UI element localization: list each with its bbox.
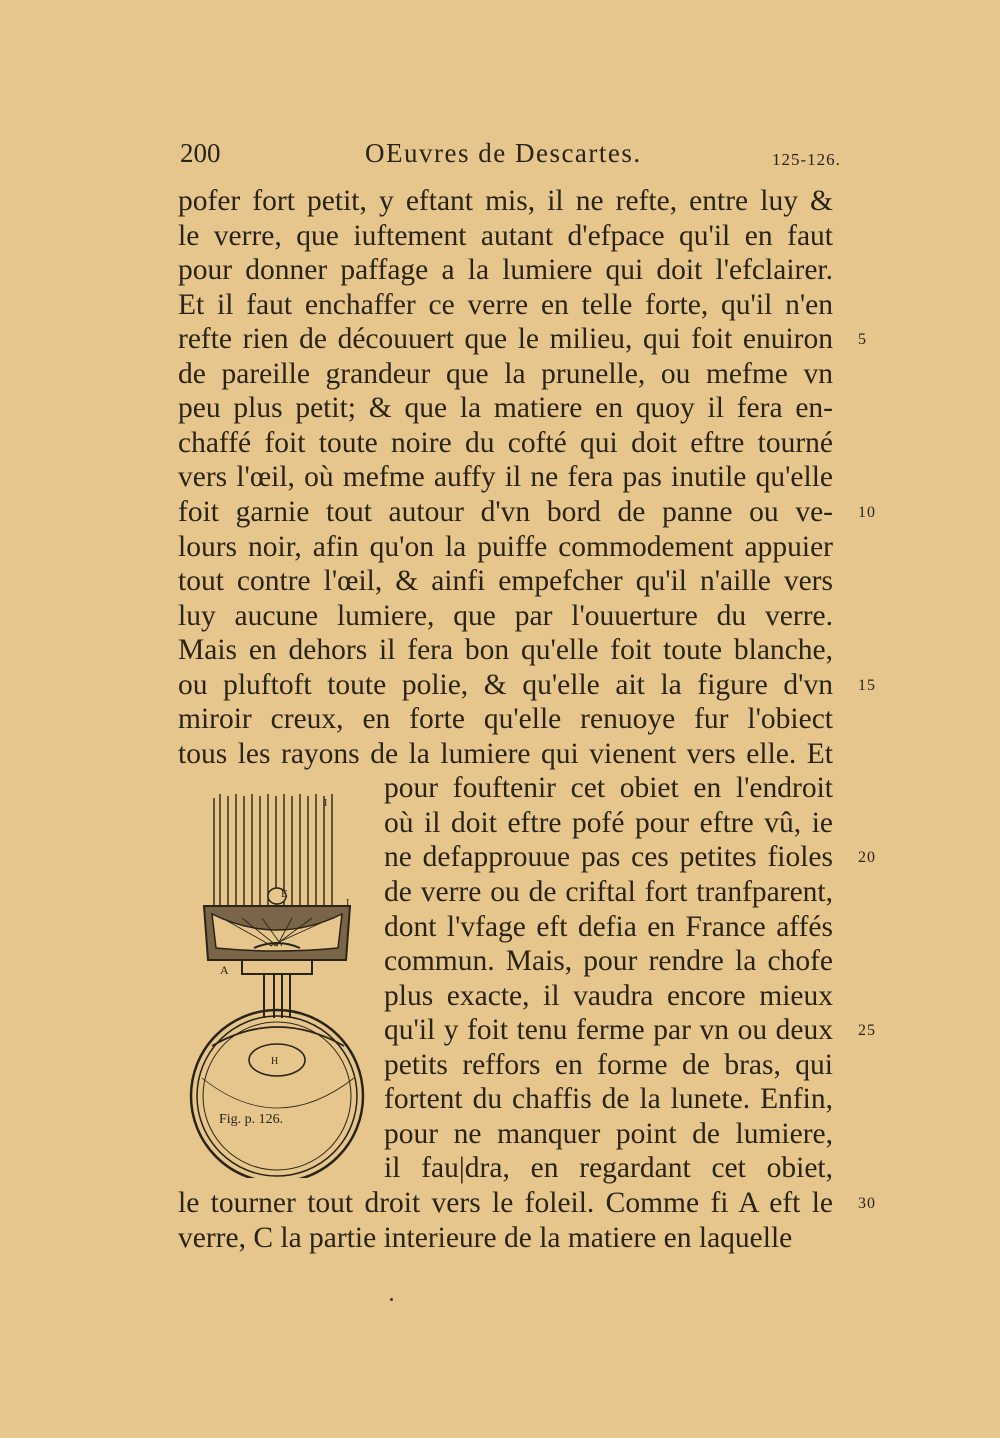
text-line: petits reffors en forme de bras, qui bbox=[384, 1048, 833, 1081]
margin-line-number: 10 bbox=[858, 503, 876, 521]
text-line: fortent du chaffis de la lunete. Enfin, bbox=[384, 1083, 833, 1116]
text-line: le tourner tout droit vers le foleil. Comme fi A eft le bbox=[178, 1186, 833, 1219]
text-line: lours noir, afin qu'on la puiffe commodement appuier bbox=[178, 530, 833, 563]
figure-caption: Fig. p. 126. bbox=[219, 1112, 284, 1127]
text-line: le verre, que iuftement autant d'efpace qu'il en faut bbox=[178, 219, 833, 252]
running-title: OEuvres de Descartes. bbox=[365, 138, 642, 168]
text-line: il fau|dra, en regardant cet obiet, bbox=[384, 1152, 833, 1185]
text-line: plus exacte, il vaudra encore mieux bbox=[384, 979, 833, 1012]
figure-letter: H bbox=[271, 1056, 279, 1067]
text-line: Mais en dehors il fera bon qu'elle foit toute blanche, bbox=[178, 634, 833, 667]
figure-letter: A bbox=[220, 963, 229, 977]
margin-line-number: 5 bbox=[858, 331, 867, 349]
text-line: luy aucune lumiere, que par l'ouuerture du verre. bbox=[178, 599, 833, 632]
text-line: chaffé foit toute noire du cofté qui doit eftre tourné bbox=[178, 426, 833, 459]
optical-figure-engraving bbox=[182, 778, 367, 1178]
margin-line-number: 30 bbox=[858, 1194, 876, 1212]
section-reference: 125-126. bbox=[772, 150, 841, 169]
figure-letter: E bbox=[281, 888, 288, 900]
text-line: tout contre l'œil, & ainfi empefcher qu'il n'aille vers bbox=[178, 565, 833, 598]
text-line: tous les rayons de la lumiere qui vienent vers elle. Et bbox=[178, 737, 833, 770]
text-line: miroir creux, en forte qu'elle renuoye fur l'obiect bbox=[178, 703, 833, 736]
text-line: où il doit eftre pofé pour eftre vû, ie bbox=[384, 806, 833, 839]
margin-line-number: 25 bbox=[858, 1022, 876, 1040]
margin-line-number: 20 bbox=[858, 849, 876, 867]
page-speck bbox=[390, 1298, 393, 1301]
text-line: dont l'vfage eft defia en France affés bbox=[384, 910, 833, 943]
text-line: Et il faut enchaffer ce verre en telle forte, qu'il n'en bbox=[178, 288, 833, 321]
figure-letter: I bbox=[324, 798, 328, 809]
text-line: commun. Mais, pour rendre la chofe bbox=[384, 945, 833, 978]
margin-line-number: 15 bbox=[858, 676, 876, 694]
text-line: pour donner paffage a la lumiere qui doit l'efclairer. bbox=[178, 254, 833, 287]
text-line: foit garnie tout autour d'vn bord de panne ou ve- bbox=[178, 495, 833, 528]
text-line: refte rien de découuert que le milieu, qui foit enuiron bbox=[178, 323, 833, 356]
text-line: de verre ou de criftal fort tranfparent, bbox=[384, 876, 833, 908]
page-number: 200 bbox=[180, 138, 221, 168]
text-line: peu plus petit; & que la matiere en quoy il fera en- bbox=[178, 392, 833, 425]
text-line: verre, C la partie interieure de la matiere en laquelle bbox=[178, 1221, 793, 1254]
text-line: vers l'œil, où mefme auffy il ne fera pas inutile qu'elle bbox=[178, 461, 833, 494]
text-line: pour fouftenir cet obiet en l'endroit bbox=[384, 772, 833, 805]
text-line: ne defapprouue pas ces petites fioles bbox=[384, 841, 833, 874]
text-line: qu'il y foit tenu ferme par vn ou deux bbox=[384, 1014, 833, 1047]
figure-letter: I bbox=[346, 898, 350, 909]
text-line: de pareille grandeur que la prunelle, ou mefme vn bbox=[178, 357, 833, 390]
text-line: pour ne manquer point de lumiere, bbox=[384, 1117, 833, 1150]
text-line: pofer fort petit, y eftant mis, il ne refte, entre luy & bbox=[178, 185, 833, 217]
text-line: ou pluftoft toute polie, & qu'elle ait la figure d'vn bbox=[178, 668, 833, 701]
